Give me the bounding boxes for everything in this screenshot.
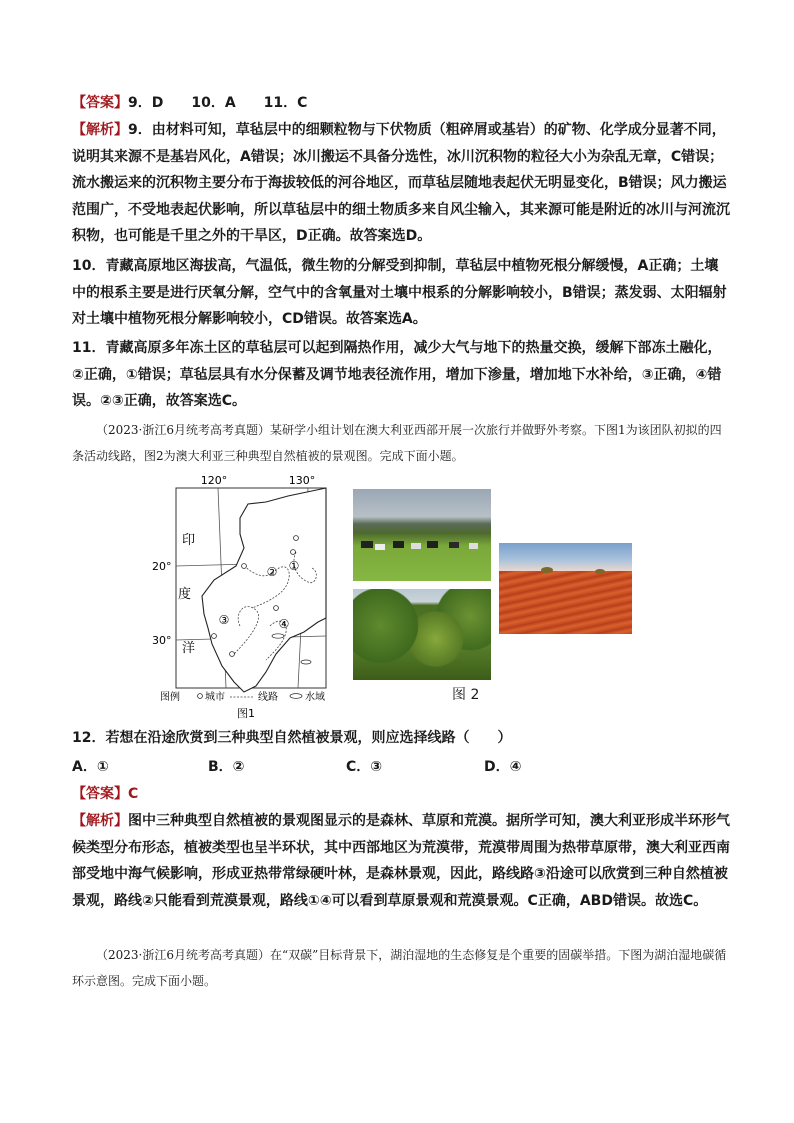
answer-line-1 bbox=[72, 90, 732, 117]
legend-route: 线路 bbox=[258, 692, 278, 703]
answer-text: 9．D 10．A 11．C bbox=[128, 95, 308, 111]
desert-photo bbox=[499, 543, 632, 634]
analysis-q12 bbox=[72, 808, 732, 914]
analysis-q12-text: 图中三种典型自然植被的景观图显示的是森林、草原和荒漠。据所学可知，澳大利亚形成半环形气候类型分布形态，植被类型也呈半环状，其中西部地区为荒漠带，荒漠带周围为热带草原带，澳大利亚西南部受地中海气候影响，形成亚热带常绿硬叶林，是森林景观，因此，路线路③沿途可以欣赏到三种自然植被景观，路线②只能看到荒漠景观，路线①④可以看到草原景观和荒漠景观。C正确，ABD错误。故选C。 bbox=[72, 813, 730, 909]
answer-line-2 bbox=[72, 781, 732, 808]
figure1-caption: 图1 bbox=[237, 707, 255, 720]
ocean-label-3: 洋 bbox=[182, 641, 196, 656]
analysis-q9 bbox=[72, 117, 732, 250]
route-3-label: ③ bbox=[218, 613, 230, 627]
figure1-map bbox=[148, 468, 343, 723]
figure2-caption: 图 2 bbox=[452, 687, 480, 703]
legend-prefix: 图例 bbox=[160, 692, 180, 703]
analysis-label: 【解析】 bbox=[72, 122, 128, 138]
lat-20-label: 20° bbox=[152, 560, 172, 573]
option-a[interactable]: A．① bbox=[72, 759, 109, 775]
option-b[interactable]: B．② bbox=[208, 759, 245, 775]
answer-text-2: C bbox=[128, 786, 139, 802]
route-2-label: ② bbox=[266, 565, 278, 579]
question-intro-1: （2023·浙江6月统考高考真题）某研学小组计划在澳大利亚西部开展一次旅行并做野外考察。下图1为该团队初拟的四条活动线路，图2为澳大利亚三种典型自然植被的景观图。完成下面小题。 bbox=[72, 423, 722, 463]
answer-label: 【答案】 bbox=[72, 95, 128, 111]
forest-photo bbox=[353, 589, 491, 680]
analysis-q11: 11．青藏高原多年冻土区的草毡层可以起到隔热作用，减少大气与地下的热量交换，缓解下部冻土融化，②正确，①错误；草毡层具有水分保蓄及调节地表径流作用，增加下渗量，增加地下水补给，③正确，④错误。②③正确，故答案选C。 bbox=[72, 340, 722, 409]
ocean-label-2: 度 bbox=[178, 587, 192, 602]
legend-city-icon bbox=[198, 694, 203, 699]
option-d[interactable]: D．④ bbox=[484, 759, 522, 775]
lon-120-label: 120° bbox=[200, 474, 228, 487]
legend-city: 城市 bbox=[205, 692, 225, 703]
grassland-photo bbox=[353, 489, 491, 581]
analysis-q10: 10．青藏高原地区海拔高，气温低，微生物的分解受到抑制，草毡层中植物死根分解缓慢，A正确；土壤中的根系主要是进行厌氧分解，空气中的含氧量对土壤中根系的分解影响较小，B错误；蒸发弱、太阳辐射对土壤中植物死根分解影响较小，CD错误。故答案选A。 bbox=[72, 258, 727, 327]
question-intro-2: （2023·浙江6月统考高考真题）在“双碳”目标背景下，湖泊湿地的生态修复是个重要的固碳举措。下图为湖泊湿地碳循环示意图。完成下面小题。 bbox=[72, 948, 727, 988]
ocean-label-1: 印 bbox=[182, 533, 196, 548]
route-4-label: ④ bbox=[278, 617, 290, 631]
analysis-label-2: 【解析】 bbox=[72, 813, 128, 829]
analysis-q9-text: 9．由材料可知，草毡层中的细颗粒物与下伏物质（粗碎屑或基岩）的矿物、化学成分显著不同，说明其来源不是基岩风化，A错误；冰川搬运不具备分选性，冰川沉积物的粒径大小为杂乱无章，C错误；流水搬运来的沉积物主要分布于海拔较低的河谷地区，而草毡层随地表起伏无明显变化，B错误；风力搬运范围广，不受地表起伏影响，所以草毡层中的细土物质多来自风尘输入，其来源可能是附近的冰川与河流沉积物，也可能是千里之外的干旱区，D正确。故答案选D。 bbox=[72, 122, 730, 244]
legend-water-icon bbox=[290, 694, 302, 699]
answer-label-2: 【答案】 bbox=[72, 786, 128, 802]
question-12-stem: 12．若想在沿途欣赏到三种典型自然植被景观，则应选择线路（ ） bbox=[72, 730, 512, 746]
option-c[interactable]: C．③ bbox=[346, 759, 383, 775]
lon-130-label: 130° bbox=[288, 474, 316, 487]
route-1-label: ① bbox=[288, 559, 300, 573]
legend-water: 水域 bbox=[305, 692, 325, 703]
lat-30-label: 30° bbox=[152, 634, 172, 647]
